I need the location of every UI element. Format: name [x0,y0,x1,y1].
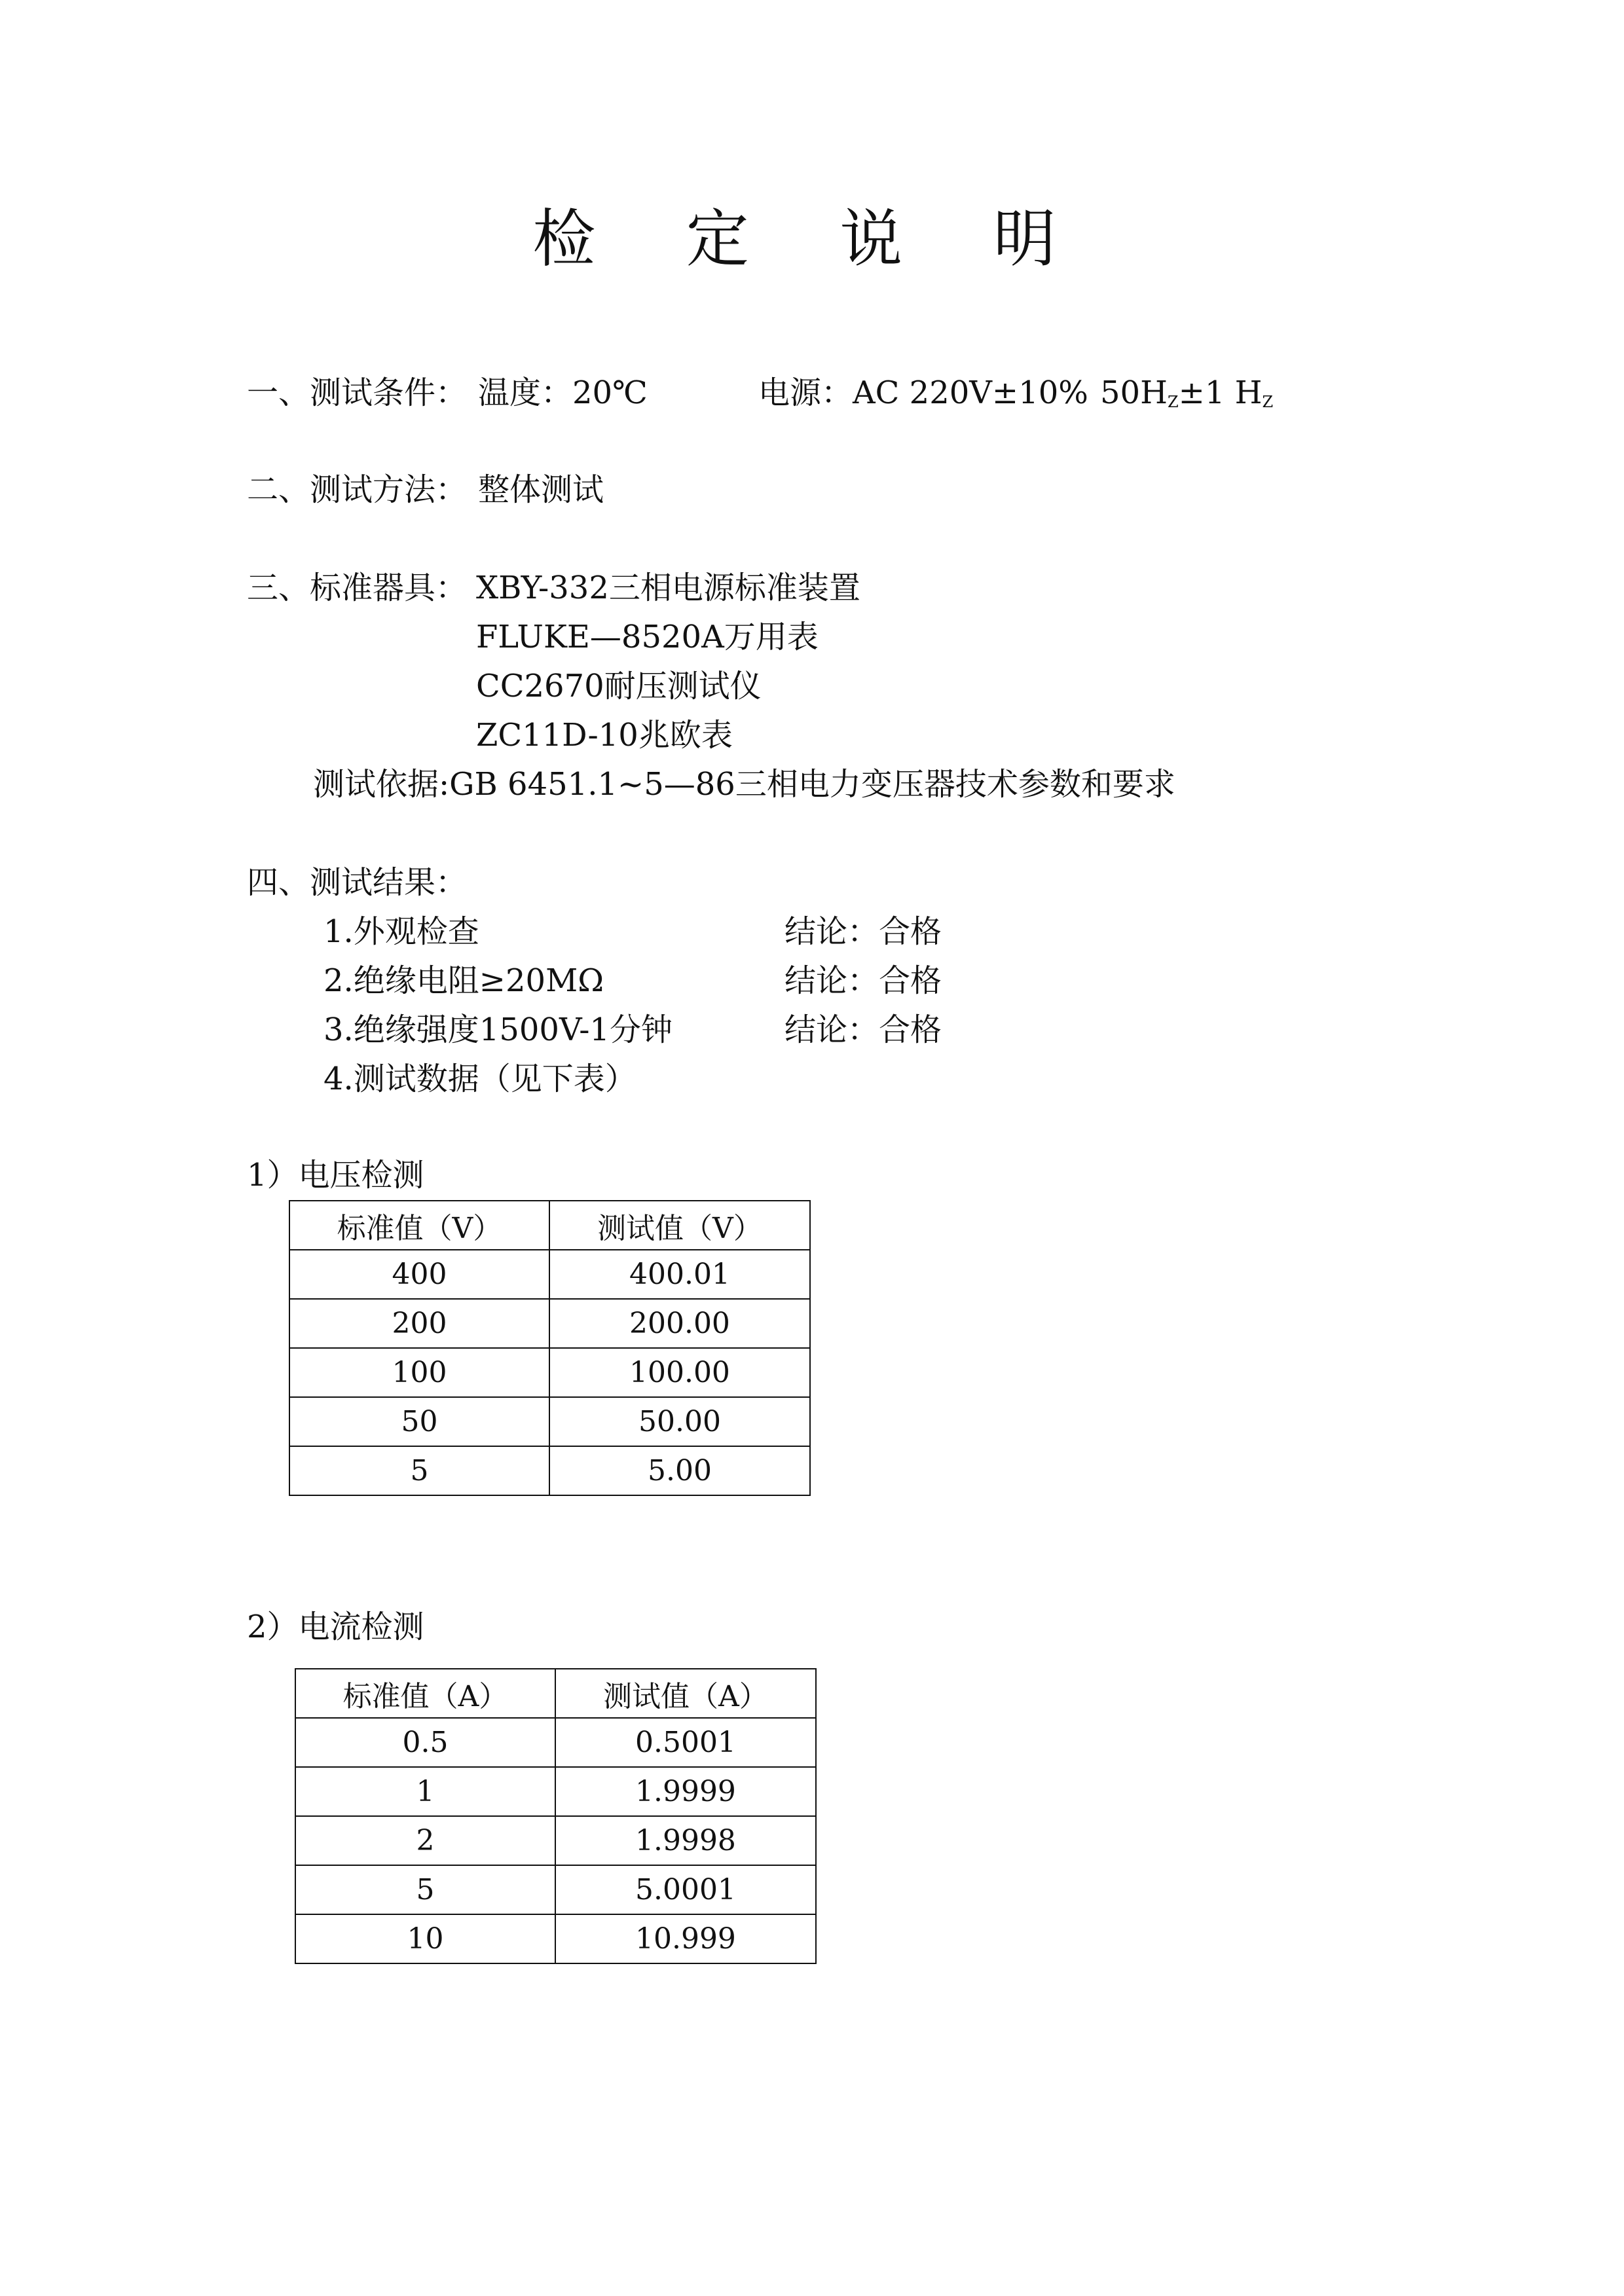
result-conclusion: 结论：合格 [784,913,942,950]
section2-label: 二、测试方法： [247,471,468,508]
table-cell: 5 [289,1446,549,1495]
table-row [295,1767,816,1816]
table-cell: 5.00 [549,1446,810,1495]
result-item: 3.绝缘强度1500V-1分钟 [323,1011,673,1048]
section1-label: 一、测试条件： [247,374,468,411]
table-row [289,1250,810,1299]
table-cell: 200 [289,1299,549,1348]
table-cell: 1 [295,1767,555,1816]
table-row [295,1816,816,1865]
test-method-value: 整体测试 [478,471,604,508]
instrument-item: FLUKE—8520A万用表 [476,619,819,655]
table-row [289,1446,810,1495]
result-conclusion: 结论：合格 [784,1011,942,1048]
table-row [295,1865,816,1914]
table-row [289,1299,810,1348]
current-table [295,1668,817,1964]
result-item: 2.绝缘电阻≥20MΩ [323,962,604,999]
table-cell: 400 [289,1250,549,1299]
instrument-item: XBY-332三相电源标准装置 [476,570,860,606]
document-title: 检 定 说 明 [532,202,1092,276]
section3-label: 三、标准器具： [247,570,468,606]
table-cell: 100 [289,1348,549,1397]
result-item: 1.外观检查 [323,913,479,950]
current-caption: 2）电流检测 [247,1609,424,1645]
temperature-text: 温度：20℃ [478,374,648,411]
table-row [295,1914,816,1963]
instrument-item: ZC11D-10兆欧表 [476,717,733,754]
table-cell: 0.5 [295,1718,555,1767]
table-cell: 50.00 [549,1397,810,1446]
column-header: 测试值（V） [549,1201,810,1250]
column-header: 测试值（A） [555,1669,816,1718]
table-cell: 1.9999 [555,1767,816,1816]
table-header-row [295,1669,816,1718]
result-conclusion: 结论：合格 [784,962,942,999]
frequency-text: $50H_Z\pm 1$ $H_Z$ [1100,374,1274,411]
table-cell: 1.9998 [555,1816,816,1865]
table-cell: 200.00 [549,1299,810,1348]
table-row [289,1397,810,1446]
test-basis: 测试依据:GB 6451.1~5—86三相电力变压器技术参数和要求 [313,766,1175,803]
table-cell: 400.01 [549,1250,810,1299]
table-row [295,1718,816,1767]
table-row [289,1348,810,1397]
column-header: 标准值（A） [295,1669,555,1718]
table-cell: 5 [295,1865,555,1914]
table-cell: 5.0001 [555,1865,816,1914]
table-cell: 10.999 [555,1914,816,1963]
table-cell: 0.5001 [555,1718,816,1767]
table-cell: 10 [295,1914,555,1963]
table-header-row [289,1201,810,1250]
instrument-item: CC2670耐压测试仪 [476,668,762,704]
table-cell: 100.00 [549,1348,810,1397]
result-item: 4.测试数据（见下表） [323,1061,637,1097]
section4-label: 四、测试结果： [247,864,468,901]
voltage-table [289,1200,811,1496]
column-header: 标准值（V） [289,1201,549,1250]
voltage-caption: 1）电压检测 [247,1157,424,1194]
power-text: 电源：AC 220V±10% [758,374,1088,411]
table-cell: 2 [295,1816,555,1865]
table-cell: 50 [289,1397,549,1446]
